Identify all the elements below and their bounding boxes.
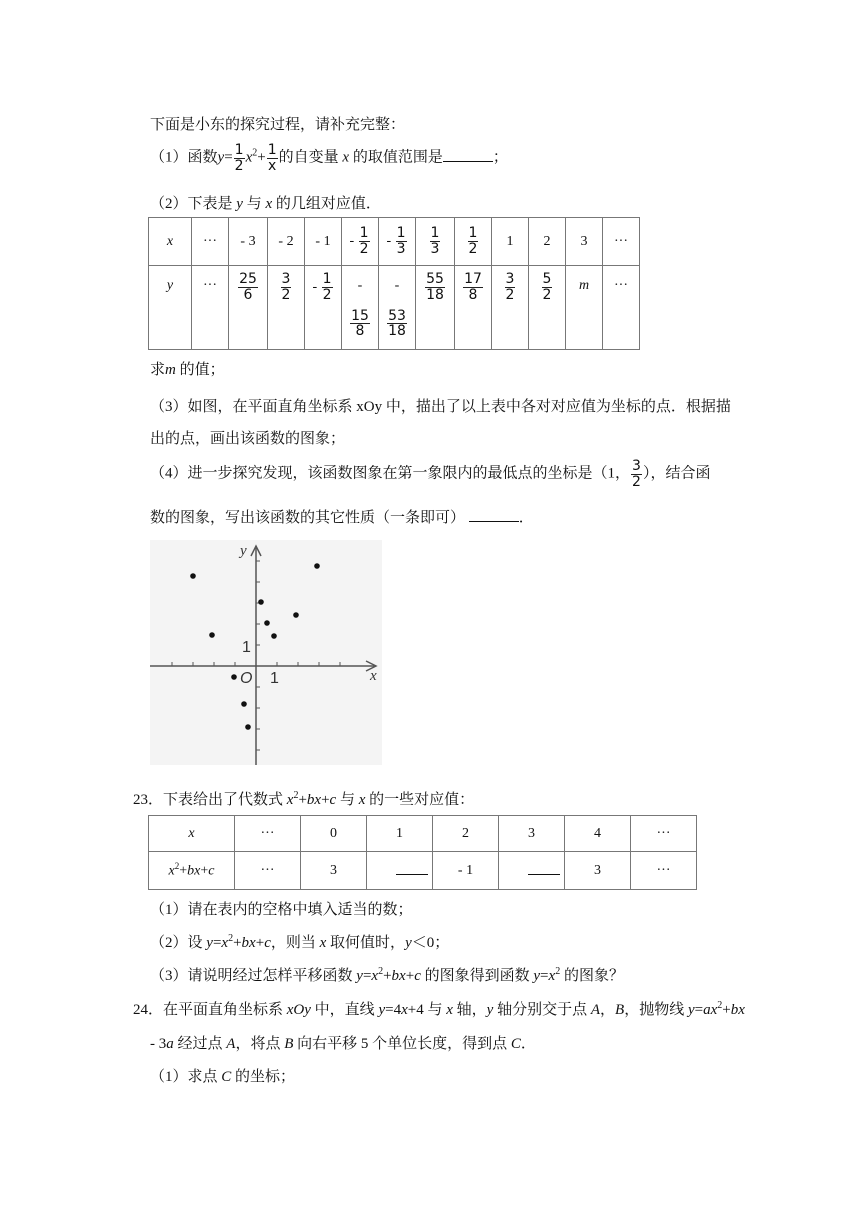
point: [271, 633, 277, 639]
question-23-part2: （2）设 $y=x^2+bx+c$，则当 x 取何值时，y＜0；: [150, 933, 450, 951]
point: [241, 701, 247, 707]
answer-blank[interactable]: [396, 862, 428, 875]
question-2: （2）下表是 y 与 x 的几组对应值．: [150, 196, 381, 212]
table-row-x: x ··· - 3 - 2 - 1 - $\frac{1}{2}$ - $\frac{1}{3}$ $\frac{1}{3}$ $\frac{1}{2}$ 1 2 3 ···: [149, 218, 640, 266]
x-axis-label: x: [370, 668, 377, 684]
ask-m: 求m 的值；: [150, 362, 225, 378]
point: [258, 599, 264, 605]
point: [293, 612, 299, 618]
x-tick-label: 1: [270, 670, 279, 687]
value-table: [148, 217, 640, 350]
question-1: （1）函数y= $\frac{1}{2}$ $x^2+$ $\frac{1}{x}$ 的自变量 x 的取值范围是 ；: [150, 142, 508, 174]
question-4-line2: 数的图象，写出该函数的其它性质（一条即可） ．: [150, 510, 534, 526]
point: [190, 573, 196, 579]
answer-blank[interactable]: [528, 862, 560, 875]
table-row-values: $x^2+bx+c$ ··· 3 - 1 3 ···: [149, 852, 697, 890]
q23-table: [148, 815, 697, 890]
table-row-x: x ··· 0 1 2 3 4 ···: [149, 816, 697, 852]
question-24-line1: 24．在平面直角坐标系 xOy 中，直线 y=4x+4 与 x 轴，y 轴分别交于点 A，B，抛物线 $y=ax^2+bx$: [133, 1000, 745, 1018]
question-24-part1: （1）求点 C 的坐标；: [150, 1069, 296, 1085]
question-3-line1: （3）如图，在平面直角坐标系 xOy 中，描出了以上表中各对对应值为坐标的点．根据描: [150, 399, 731, 415]
answer-blank: [443, 149, 493, 162]
table-row-y: y ··· $\frac{25}{6}$ $\frac{3}{2}$ - $\frac{1}{2}$ - $\frac{15}{8}$ - $\frac{53}{18}$ $\frac{55}{18}$ $\frac{17}{8}$ $\frac{3}{2}$ $\frac{5}{2}$ m ···: [149, 266, 640, 350]
point: [209, 632, 215, 638]
y-axis-label: y: [240, 543, 247, 559]
point: [245, 724, 251, 730]
question-3-line2: 出的点，画出该函数的图象；: [150, 431, 346, 447]
origin-label: O: [240, 670, 253, 687]
point: [231, 674, 237, 680]
coordinate-graph: [150, 540, 382, 765]
question-4-line1: （4）进一步探究发现，该函数图象在第一象限内的最低点的坐标是（1， $\frac{3}{2}$ ），结合函: [150, 458, 711, 490]
point: [314, 563, 320, 569]
question-23-part3: （3）请说明经过怎样平移函数 $y=x^2+bx+c$ 的图象得到函数 $y=x^2$ 的图象？: [150, 966, 624, 984]
intro-text: 下面是小东的探究过程，请补充完整：: [150, 117, 406, 133]
y-tick-label: 1: [242, 639, 251, 656]
question-24-line2: - 3a 经过点 A，将点 B 向右平移 5 个单位长度，得到点 C．: [150, 1036, 536, 1052]
question-23-title: 23．下表给出了代数式 $x^2+bx+c$ 与 x 的一些对应值：: [133, 790, 475, 808]
point: [264, 620, 270, 626]
question-23-part1: （1）请在表内的空格中填入适当的数；: [150, 902, 413, 918]
